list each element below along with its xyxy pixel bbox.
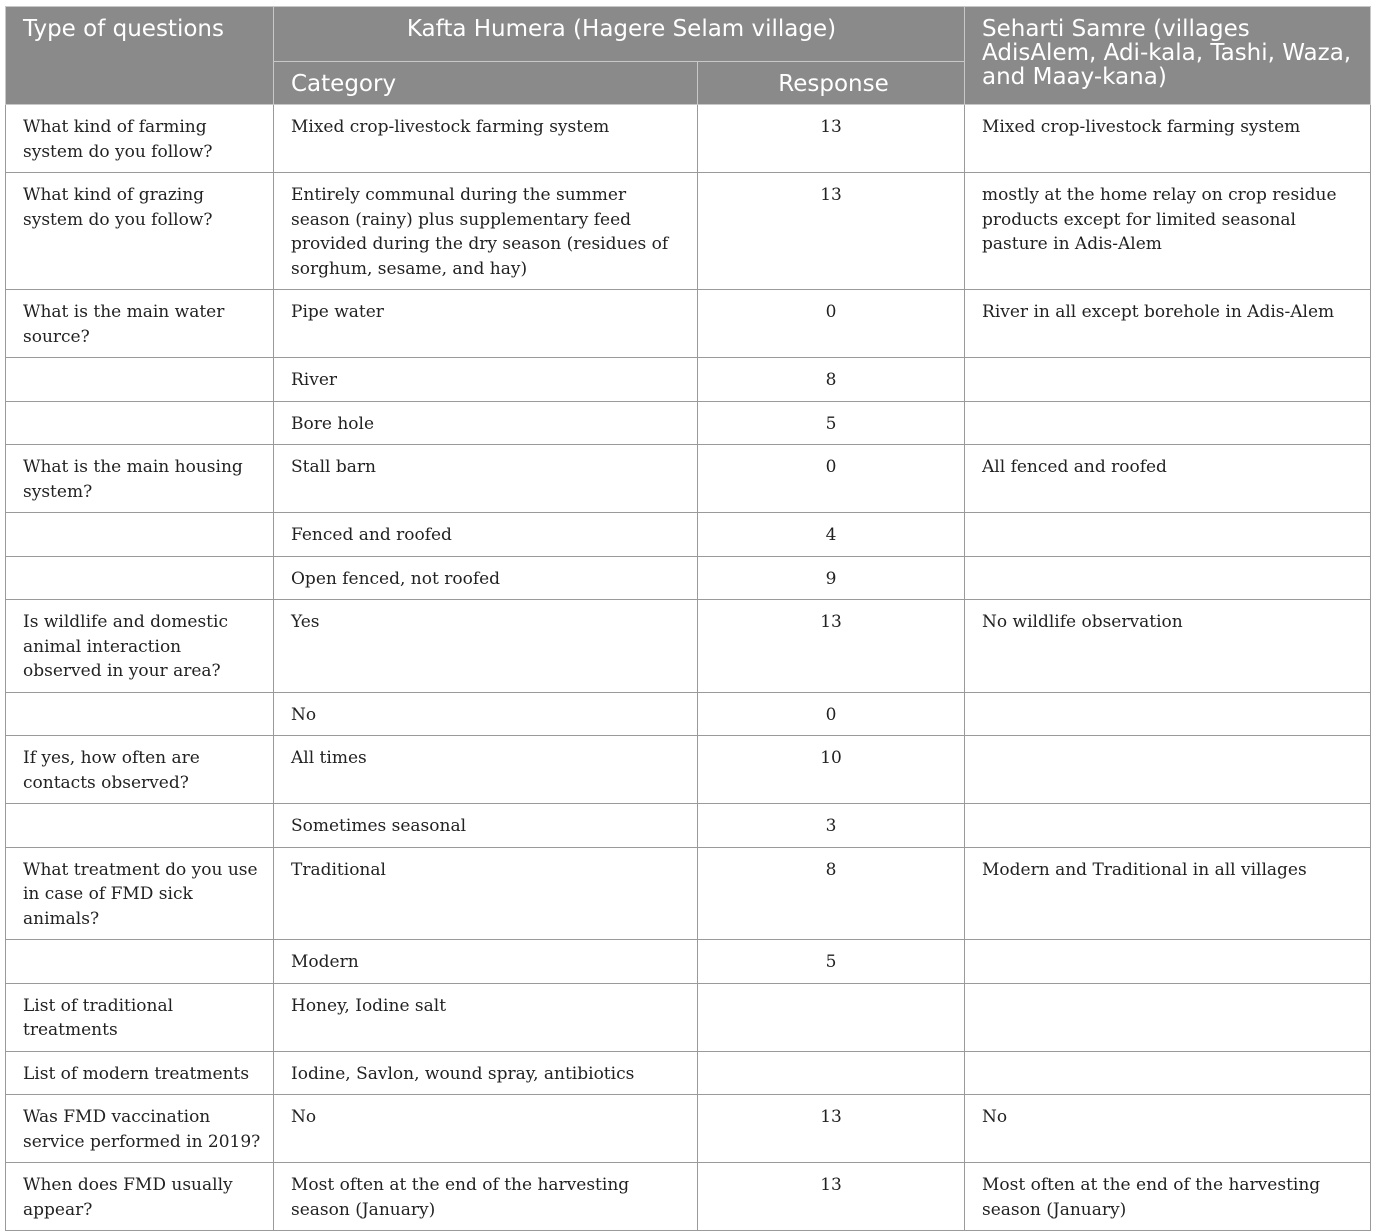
question-cell: When does FMD usually appear? bbox=[6, 1163, 274, 1231]
question-cell bbox=[6, 940, 274, 984]
seharti-samre-cell bbox=[965, 692, 1371, 736]
category-cell: River bbox=[274, 358, 698, 402]
question-cell bbox=[6, 804, 274, 848]
question-cell: List of modern treatments bbox=[6, 1051, 274, 1095]
question-cell: Was FMD vaccination service performed in 2019? bbox=[6, 1095, 274, 1163]
response-cell bbox=[698, 1051, 965, 1095]
category-cell: No bbox=[274, 1095, 698, 1163]
table-row bbox=[6, 445, 1371, 513]
seharti-samre-cell: Mixed crop-livestock farming system bbox=[965, 105, 1371, 173]
question-cell: What is the main housing system? bbox=[6, 445, 274, 513]
header-type-of-questions: Type of questions bbox=[6, 7, 274, 105]
question-cell bbox=[6, 358, 274, 402]
seharti-samre-cell: Modern and Traditional in all villages bbox=[965, 847, 1371, 940]
seharti-samre-cell: River in all except borehole in Adis-Alem bbox=[965, 290, 1371, 358]
table-row bbox=[6, 556, 1371, 600]
table-row bbox=[6, 692, 1371, 736]
question-cell: What kind of grazing system do you follow? bbox=[6, 173, 274, 290]
response-cell: 0 bbox=[698, 692, 965, 736]
category-cell: Fenced and roofed bbox=[274, 513, 698, 557]
seharti-samre-cell bbox=[965, 358, 1371, 402]
category-cell: Traditional bbox=[274, 847, 698, 940]
seharti-samre-cell bbox=[965, 804, 1371, 848]
table-row bbox=[6, 401, 1371, 445]
seharti-samre-cell: All fenced and roofed bbox=[965, 445, 1371, 513]
response-cell bbox=[698, 983, 965, 1051]
table-header bbox=[6, 7, 1371, 105]
response-cell: 13 bbox=[698, 105, 965, 173]
header-category: Category bbox=[274, 62, 698, 105]
seharti-samre-cell: Most often at the end of the harvesting season (January) bbox=[965, 1163, 1371, 1231]
category-cell: Modern bbox=[274, 940, 698, 984]
seharti-samre-cell bbox=[965, 401, 1371, 445]
seharti-samre-cell bbox=[965, 940, 1371, 984]
question-cell bbox=[6, 556, 274, 600]
response-cell: 8 bbox=[698, 358, 965, 402]
category-cell: Open fenced, not roofed bbox=[274, 556, 698, 600]
response-cell: 13 bbox=[698, 173, 965, 290]
seharti-samre-cell: No wildlife observation bbox=[965, 600, 1371, 693]
category-cell: Entirely communal during the summer season (rainy) plus supplementary feed provided during the dry season (residues of sorghum, sesame, and hay) bbox=[274, 173, 698, 290]
seharti-samre-cell: mostly at the home relay on crop residue products except for limited seasonal pasture in Adis-Alem bbox=[965, 173, 1371, 290]
table-row bbox=[6, 804, 1371, 848]
response-cell: 0 bbox=[698, 445, 965, 513]
response-cell: 13 bbox=[698, 600, 965, 693]
response-cell: 0 bbox=[698, 290, 965, 358]
question-cell: If yes, how often are contacts observed? bbox=[6, 736, 274, 804]
category-cell: Mixed crop-livestock farming system bbox=[274, 105, 698, 173]
table-row bbox=[6, 600, 1371, 693]
survey-table bbox=[5, 6, 1371, 1231]
table-row bbox=[6, 983, 1371, 1051]
response-cell: 5 bbox=[698, 940, 965, 984]
table-row bbox=[6, 1095, 1371, 1163]
response-cell: 8 bbox=[698, 847, 965, 940]
table-row bbox=[6, 940, 1371, 984]
category-cell: Iodine, Savlon, wound spray, antibiotics bbox=[274, 1051, 698, 1095]
table-row bbox=[6, 847, 1371, 940]
question-cell: Is wildlife and domestic animal interaction observed in your area? bbox=[6, 600, 274, 693]
response-cell: 10 bbox=[698, 736, 965, 804]
category-cell: Stall barn bbox=[274, 445, 698, 513]
table-row bbox=[6, 358, 1371, 402]
category-cell: Yes bbox=[274, 600, 698, 693]
category-cell: All times bbox=[274, 736, 698, 804]
seharti-samre-cell bbox=[965, 736, 1371, 804]
table-row bbox=[6, 736, 1371, 804]
response-cell: 13 bbox=[698, 1095, 965, 1163]
header-row-top bbox=[6, 7, 1371, 62]
table-row bbox=[6, 290, 1371, 358]
table-row bbox=[6, 105, 1371, 173]
category-cell: Pipe water bbox=[274, 290, 698, 358]
table-body bbox=[6, 105, 1371, 1231]
table-row bbox=[6, 513, 1371, 557]
seharti-samre-cell bbox=[965, 1051, 1371, 1095]
table-row bbox=[6, 1163, 1371, 1231]
response-cell: 13 bbox=[698, 1163, 965, 1231]
table-row bbox=[6, 173, 1371, 290]
question-cell bbox=[6, 692, 274, 736]
response-cell: 4 bbox=[698, 513, 965, 557]
seharti-samre-cell bbox=[965, 983, 1371, 1051]
question-cell bbox=[6, 513, 274, 557]
category-cell: Bore hole bbox=[274, 401, 698, 445]
question-cell: List of traditional treatments bbox=[6, 983, 274, 1051]
seharti-samre-cell: No bbox=[965, 1095, 1371, 1163]
table-row bbox=[6, 1051, 1371, 1095]
question-cell: What treatment do you use in case of FMD sick animals? bbox=[6, 847, 274, 940]
seharti-samre-cell bbox=[965, 556, 1371, 600]
seharti-samre-cell bbox=[965, 513, 1371, 557]
category-cell: No bbox=[274, 692, 698, 736]
response-cell: 5 bbox=[698, 401, 965, 445]
category-cell: Sometimes seasonal bbox=[274, 804, 698, 848]
header-response: Response bbox=[698, 62, 965, 105]
question-cell bbox=[6, 401, 274, 445]
question-cell: What is the main water source? bbox=[6, 290, 274, 358]
response-cell: 3 bbox=[698, 804, 965, 848]
header-seharti-samre: Seharti Samre (villages AdisAlem, Adi-kala, Tashi, Waza, and Maay-kana) bbox=[965, 7, 1371, 105]
category-cell: Most often at the end of the harvesting season (January) bbox=[274, 1163, 698, 1231]
question-cell: What kind of farming system do you follow? bbox=[6, 105, 274, 173]
header-kafta-humera: Kafta Humera (Hagere Selam village) bbox=[274, 7, 965, 62]
response-cell: 9 bbox=[698, 556, 965, 600]
category-cell: Honey, Iodine salt bbox=[274, 983, 698, 1051]
